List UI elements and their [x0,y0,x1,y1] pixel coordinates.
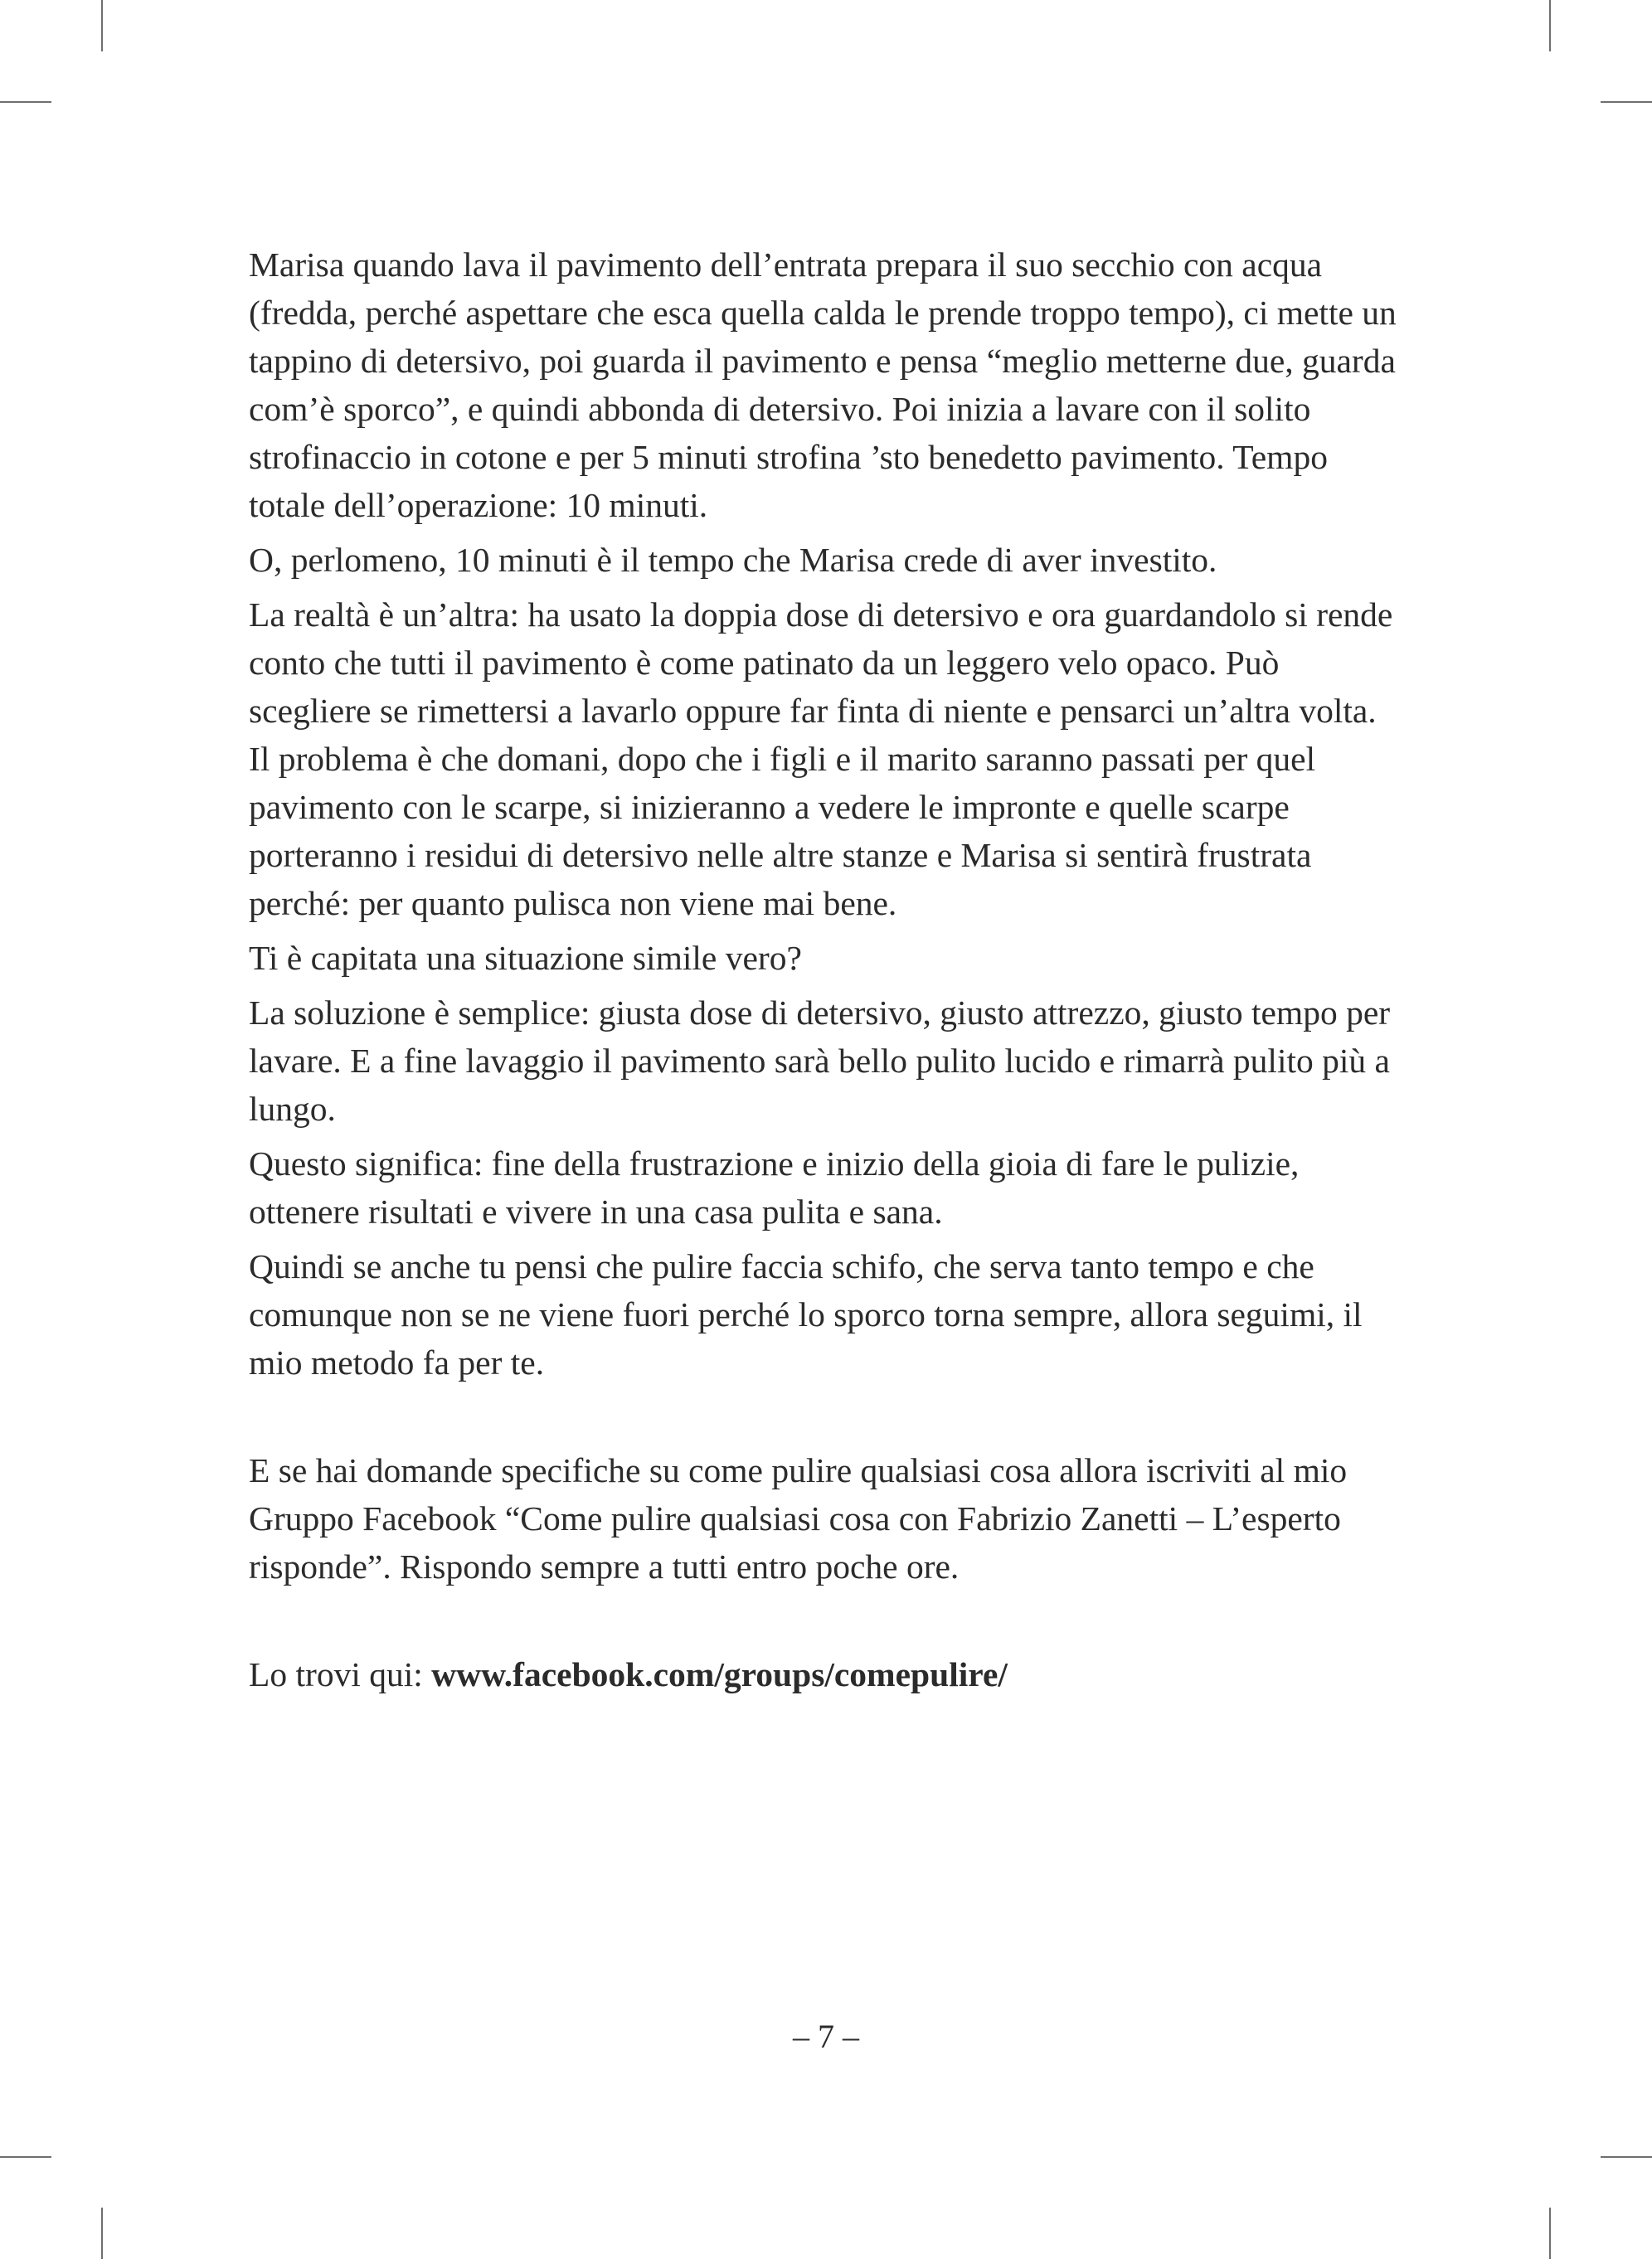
crop-mark-bottom-left-horizontal [0,2156,51,2158]
crop-mark-top-left-vertical [101,0,103,51]
link-line [249,1650,1402,1698]
paragraph-question: Ti è capitata una situazione simile vero? [249,939,802,977]
spacer [249,1597,1402,1650]
crop-mark-bottom-right-vertical [1549,2208,1551,2259]
crop-mark-top-right-vertical [1549,0,1551,51]
paragraph-facebook-group: E se hai domande specifiche su come pulire qualsiasi cosa allora iscriviti al mio Gruppo Facebook “Come pulire qualsiasi cosa con Fabrizio Zanetti – L’esperto risponde”. Rispondo sempre a tutti entro poche ore. [249,1451,1348,1586]
page-number: – 7 – [793,2018,859,2055]
body-text [249,240,1402,1705]
paragraph-marisa-story: Marisa quando lava il pavimento dell’entrata prepara il suo secchio con acqua (fredda, perché aspettare che esca quella calda le prende troppo tempo), ci mette un tappino di detersivo, poi guarda il pavimento e pensa “meglio metterne due, guarda com’è sporco”, e quindi abbonda di detersivo. Poi inizia a lavare con il solito strofinaccio in cotone e per 5 minuti strofina ’sto benedetto pavimento. Tempo totale dell’operazione: 10 minuti. [249,245,1397,524]
crop-mark-top-left-horizontal [0,101,51,103]
paragraph-follow-me: Quindi se anche tu pensi che pulire faccia schifo, che serva tanto tempo e che comunque non se ne viene fuori perché lo sporco torna sempre, allora seguimi, il mio metodo fa per te. [249,1247,1363,1382]
crop-mark-bottom-right-horizontal [1601,2156,1652,2158]
paragraph-time-invested: O, perlomeno, 10 minuti è il tempo che Marisa crede di aver investito. [249,541,1217,579]
link-prefix: Lo trovi qui: [249,1655,432,1693]
paragraph-reality: La realtà è un’altra: ha usato la doppia dose di detersivo e ora guardandolo si rende conto che tutti il pavimento è come patinato da un leggero velo opaco. Può scegliere se rimettersi a lavarlo oppure far finta di niente e pensarci un’altra volta. Il problema è che domani, dopo che i figli e il marito saranno passati per quel pavimento con le scarpe, si inizieranno a vedere le impronte e quelle scarpe porteranno i residui di detersivo nelle altre stanze e Marisa si sentirà frustrata perché: per quanto pulisca non viene mai bene. [249,595,1393,922]
spacer [249,1393,1402,1446]
paragraph-meaning: Questo significa: fine della frustrazione e inizio della gioia di fare le pulizie, ottenere risultati e vivere in una casa pulita e sana. [249,1144,1300,1231]
facebook-group-link[interactable]: www.facebook.com/groups/comepulire/ [431,1655,1008,1693]
crop-mark-top-right-horizontal [1601,101,1652,103]
crop-mark-bottom-left-vertical [101,2208,103,2259]
paragraph-solution: La soluzione è semplice: giusta dose di detersivo, giusto attrezzo, giusto tempo per lavare. E a fine lavaggio il pavimento sarà bello pulito lucido e rimarrà pulito più a lungo. [249,993,1391,1128]
